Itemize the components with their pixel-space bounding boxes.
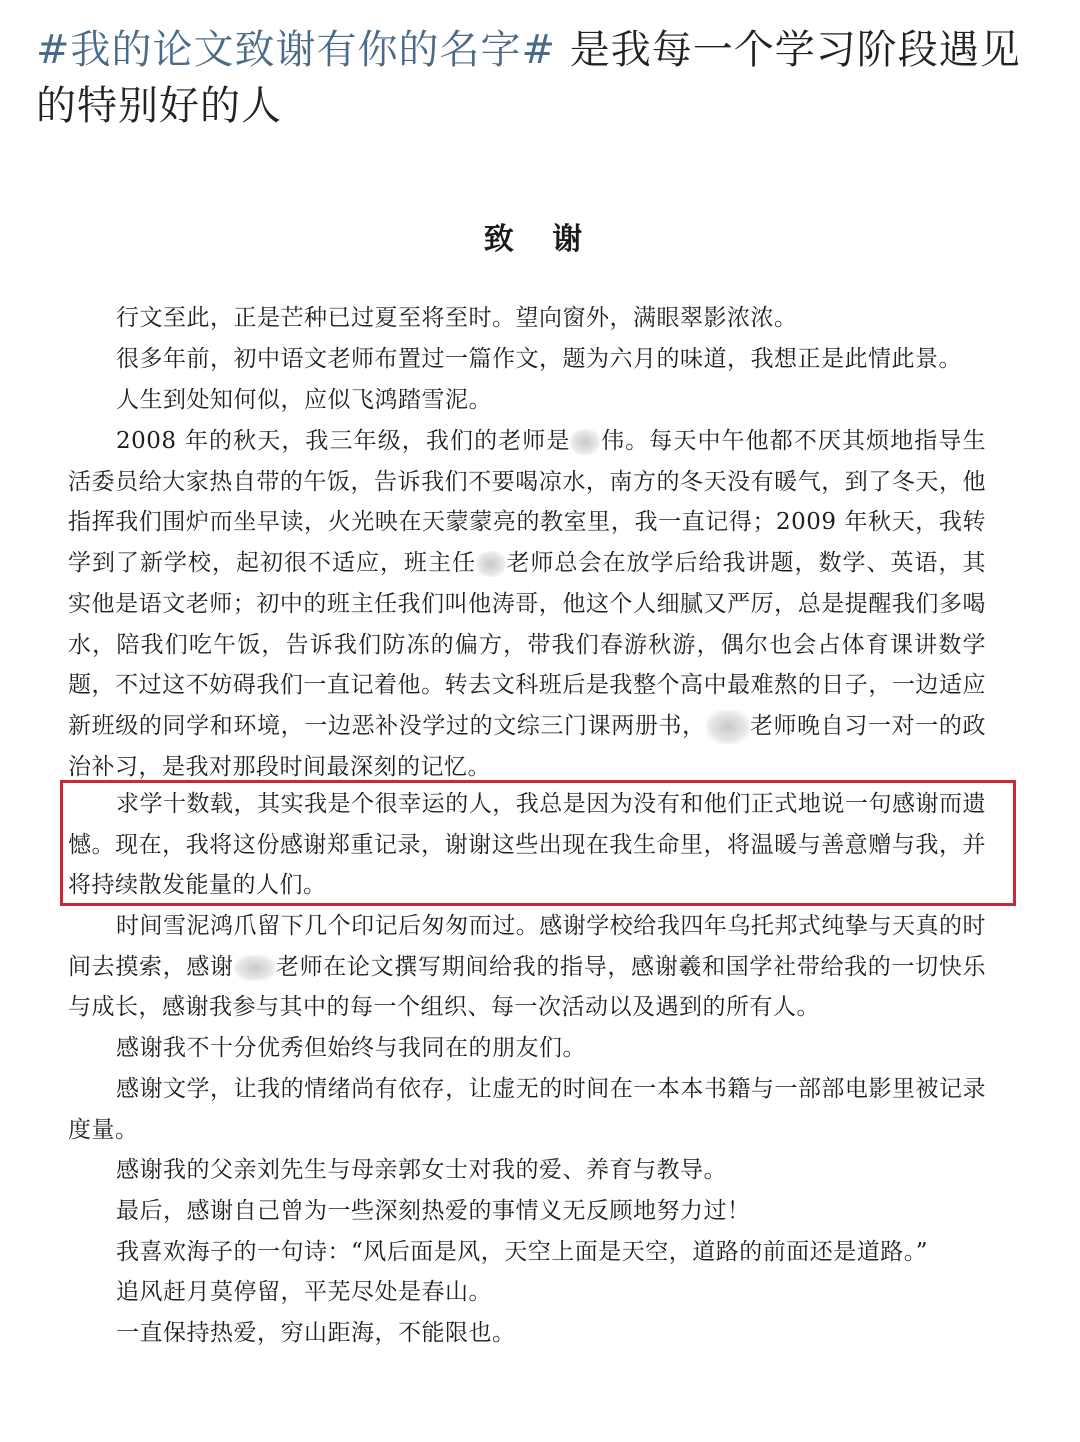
paragraph: 人生到处知何似，应似飞鸿踏雪泥。 [116,387,492,413]
paragraph-text: 伟。每天中午他都不厌其烦地指导生活委员给大家热自带的午饭，告诉我们不要喝凉水，南方的冬天没有暖气，到了冬天，他指挥我们围炉而坐早读，火光映在天蒙蒙亮的教室里，我一直记得；2009 年秋天，我转学到了新学校，起初很不适应，班主任 [68,428,986,577]
paragraph-text: 时间雪泥鸿爪留下几个印记后匆匆而过。感谢学校给我四年乌托邦式纯挚与天真的时间去摸索，感谢 [68,913,986,980]
paragraph-text: 老师总会在放学后给我讲题，数学、英语，其实他是语文老师；初中的班主任我们叫他涛哥，他这个人细腻又严厉，总是提醒我们多喝水，陪我们吃午饭，告诉我们防冻的偏方，带我们春游秋游，偶尔也会占体育课讲数学题，不过这不妨碍我们一直记着他。转去文科班后是我整个高中最难熬的日子，一边适应新班级的同学和环境，一边恶补没学过的文综三门课两册书， [68,550,986,739]
redacted-name [476,551,506,577]
paragraph [68,421,986,787]
paragraph [68,906,986,1028]
redacted-name [234,955,276,981]
paragraph: 我喜欢海子的一句诗：“风后面是风，天空上面是天空，道路的前面还是道路。” [116,1239,929,1265]
paragraph-text: 老师在论文撰写期间给我的指导，感谢羲和国学社带给我的一切快乐与成长，感谢我参与其中的每一个组织、每一次活动以及遇到的所有人。 [68,953,987,1021]
paragraph: 最后，感谢自己曾为一些深刻热爱的事情义无反顾地努力过！ [116,1198,751,1224]
highlighted-paragraph: 求学十数载，其实我是个很幸运的人，我总是因为没有和他们正式地说一句感谢而遗憾。现在，我将这份感谢郑重记录，谢谢这些出现在我生命里，将温暖与善意赠与我，并将持续散发能量的人们。 [68,791,986,899]
paragraph: 感谢我不十分优秀但始终与我同在的朋友们。 [116,1035,586,1061]
redacted-name [706,710,750,744]
paragraph-text: 老师晚自习一对一的政治补习，是我对那段时间最深刻的记忆。 [68,712,987,780]
topic-hashtag-link[interactable]: #我的论文致谢有你的名字# [36,27,557,73]
caption-text: 是我每一个学习阶段遇见的特别好的人 [36,27,1021,129]
paragraph: 感谢文学，让我的情绪尚有依存，让虚无的时间在一本本书籍与一部部电影里被记录度量。 [68,1076,986,1143]
paragraph-text: 2008 年的秋天，我三年级，我们的老师是 [116,428,571,454]
redacted-name [570,429,600,455]
red-highlight-box [60,780,1016,906]
paragraph: 很多年前，初中语文老师布置过一篇作文，题为六月的味道，我想正是此情此景。 [116,346,962,372]
paragraph: 追风赶月莫停留，平芜尽处是春山。 [116,1279,492,1305]
paragraph: 感谢我的父亲刘先生与母亲郭女士对我的爱、养育与教导。 [116,1157,727,1183]
document-title: 致 谢 [483,222,597,257]
paragraph: 一直保持热爱，穷山距海，不能限也。 [116,1320,516,1346]
paragraph: 行文至此，正是芒种已过夏至将至时。望向窗外，满眼翠影浓浓。 [116,305,798,331]
